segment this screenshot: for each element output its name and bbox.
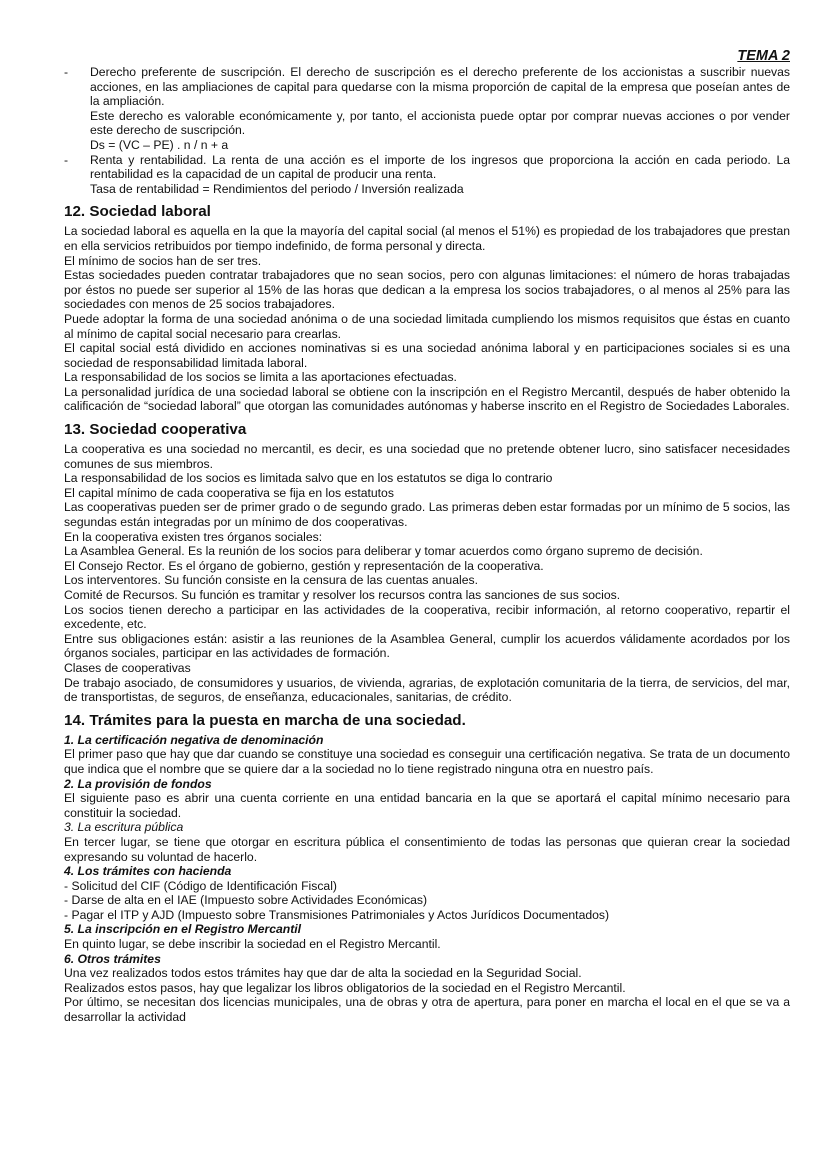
paragraph: La responsabilidad de los socios es limitada salvo que en los estatutos se diga lo contrario bbox=[64, 471, 553, 486]
paragraph: La sociedad laboral es aquella en la que la mayoría del capital social (al menos el 51%) es propiedad de los trabajadores que prestan en ella servicios retribuidos por tiempo indefinido, de forma personal y directa. bbox=[64, 224, 790, 253]
paragraph: Los socios tienen derecho a participar en las actividades de la cooperativa, recibir información, al retorno cooperativo, repartir el excedente, etc. bbox=[64, 602, 790, 632]
step-heading-registro-mercantil: 5. La inscripción en el Registro Mercantil bbox=[64, 922, 302, 937]
step-text: - Pagar el ITP y AJD (Impuesto sobre Transmisiones Patrimoniales y Actos Jurídicos Documentados) bbox=[64, 907, 610, 922]
paragraph: Los interventores. Su función consiste en la censura de las cuentas anuales. bbox=[64, 573, 478, 588]
formula: Tasa de rentabilidad = Rendimientos del periodo / Inversión realizada bbox=[90, 181, 464, 196]
step-heading-provision-fondos: 2. La provisión de fondos bbox=[64, 776, 212, 791]
step-text: - Darse de alta en el IAE (Impuesto sobre Actividades Económicas) bbox=[64, 893, 428, 908]
paragraph: Entre sus obligaciones están: asistir a las reuniones de la Asamblea General, cumplir los acuerdos válidamente acordados por los órganos sociales, participar en las actividades de formación. bbox=[64, 631, 790, 661]
step-heading-escritura: 3. La escritura pública bbox=[64, 820, 184, 835]
step-text: El primer paso que hay que dar cuando se constituye una sociedad es conseguir una certificación negativa. Se trata de un documento que indica que el nombre que se quiere dar a la sociedad no lo tiene registrado ninguna otra en nuestro país. bbox=[64, 747, 790, 776]
paragraph: La personalidad jurídica de una sociedad laboral se obtiene con la inscripción en el Registro Mercantil, después de haber obtenido la calificación de “sociedad laboral” que otorgan las comunidades autónomas y haberse inscrito en el Registro de Sociedades Laborales. bbox=[64, 384, 790, 414]
section-title-sociedad-laboral: 12. Sociedad laboral bbox=[64, 203, 211, 221]
step-text: El siguiente paso es abrir una cuenta corriente en una entidad bancaria en la que se aportará el capital mínimo necesario para constituir la sociedad. bbox=[64, 791, 790, 820]
step-heading-hacienda: 4. Los trámites con hacienda bbox=[64, 864, 232, 879]
paragraph: La cooperativa es una sociedad no mercantil, es decir, es una sociedad que no pretende obtener lucro, sino satisfacer necesidades comunes de sus miembros. bbox=[64, 442, 790, 471]
paragraph: Puede adoptar la forma de una sociedad anónima o de una sociedad limitada cumpliendo los mismos requisitos que éstas en cuanto al mínimo de capital social necesario para crearlas. bbox=[64, 311, 790, 341]
bullet-text: Derecho preferente de suscripción. El derecho de suscripción es el derecho preferente de los accionistas a suscribir nuevas acciones, en las ampliaciones de capital para quedarse con la misma proporción de capital de la empresa que poseían antes de la ampliación. bbox=[90, 65, 790, 109]
step-text: - Solicitud del CIF (Código de Identificación Fiscal) bbox=[64, 878, 337, 893]
paragraph: Estas sociedades pueden contratar trabajadores que no sean socios, pero con algunas limitaciones: el número de horas trabajadas por éstos no puede ser superior al 15% de las horas que dedican a la empresa los socios trabajadores, o al menos al 25% para las sociedades con menos de 25 socios trabajadores. bbox=[64, 268, 790, 312]
bullet-text: Este derecho es valorable económicamente y, por tanto, el accionista puede optar por comprar nuevas acciones o por vender este derecho de suscripción. bbox=[90, 108, 790, 138]
paragraph: La responsabilidad de los socios se limita a las aportaciones efectuadas. bbox=[64, 370, 457, 385]
step-text: Realizados estos pasos, hay que legalizar los libros obligatorios de la sociedad en el Registro Mercantil. bbox=[64, 980, 626, 995]
bullet-renta-rentabilidad bbox=[64, 153, 790, 197]
paragraph: El mínimo de socios han de ser tres. bbox=[64, 253, 262, 268]
paragraph: El capital social está dividido en acciones nominativas si es una sociedad anónima laboral y en participaciones sociales si es una sociedad de responsabilidad limitada laboral. bbox=[64, 341, 790, 370]
bullet-dash: - bbox=[64, 152, 69, 167]
paragraph: Las cooperativas pueden ser de primer grado o de segundo grado. Las primeras deben estar formadas por un mínimo de 5 socios, las segundas están integradas por un mínimo de dos cooperativas. bbox=[64, 500, 790, 530]
step-text: Por último, se necesitan dos licencias municipales, una de obras y otra de apertura, para poner en marcha el local en el que se va a desarrollar la actividad bbox=[64, 995, 790, 1025]
bullet-text: Renta y rentabilidad. La renta de una acción es el importe de los ingresos que proporciona la acción en cada periodo. La rentabilidad es la capacidad de un capital de producir una renta. bbox=[90, 152, 790, 182]
paragraph: De trabajo asociado, de consumidores y usuarios, de vivienda, agrarias, de explotación comunitaria de la tierra, de servicios, del mar, de transportistas, de seguros, de enseñanza, educacionales, sanitarias, de crédito. bbox=[64, 675, 790, 705]
step-text: En quinto lugar, se debe inscribir la sociedad en el Registro Mercantil. bbox=[64, 937, 441, 952]
page-header-tema: TEMA 2 bbox=[737, 48, 790, 64]
paragraph: El Consejo Rector. Es el órgano de gobierno, gestión y representación de la cooperativa. bbox=[64, 558, 544, 573]
section-title-sociedad-cooperativa: 13. Sociedad cooperativa bbox=[64, 421, 247, 439]
bullet-dash: - bbox=[64, 65, 69, 79]
paragraph: En la cooperativa existen tres órganos sociales: bbox=[64, 529, 323, 544]
formula: Ds = (VC – PE) . n / n + a bbox=[90, 137, 229, 152]
document-page bbox=[64, 48, 790, 1025]
step-heading-certificacion: 1. La certificación negativa de denominación bbox=[64, 732, 324, 747]
section-title-tramites: 14. Trámites para la puesta en marcha de una sociedad. bbox=[64, 711, 466, 729]
step-text: En tercer lugar, se tiene que otorgar en escritura pública el consentimiento de todas las personas que quieran crear la sociedad expresando su voluntad de hacerlo. bbox=[64, 834, 790, 864]
paragraph: La Asamblea General. Es la reunión de los socios para deliberar y tomar acuerdos como órgano supremo de decisión. bbox=[64, 544, 703, 559]
paragraph: El capital mínimo de cada cooperativa se fija en los estatutos bbox=[64, 485, 394, 500]
paragraph: Comité de Recursos. Su función es tramitar y resolver los recursos contra las sanciones de sus socios. bbox=[64, 588, 621, 602]
step-heading-otros-tramites: 6. Otros trámites bbox=[64, 951, 161, 966]
step-text: Una vez realizados todos estos trámites hay que dar de alta la sociedad en la Seguridad Social. bbox=[64, 966, 582, 981]
bullet-derecho-suscripcion bbox=[64, 65, 790, 153]
paragraph: Clases de cooperativas bbox=[64, 660, 191, 675]
